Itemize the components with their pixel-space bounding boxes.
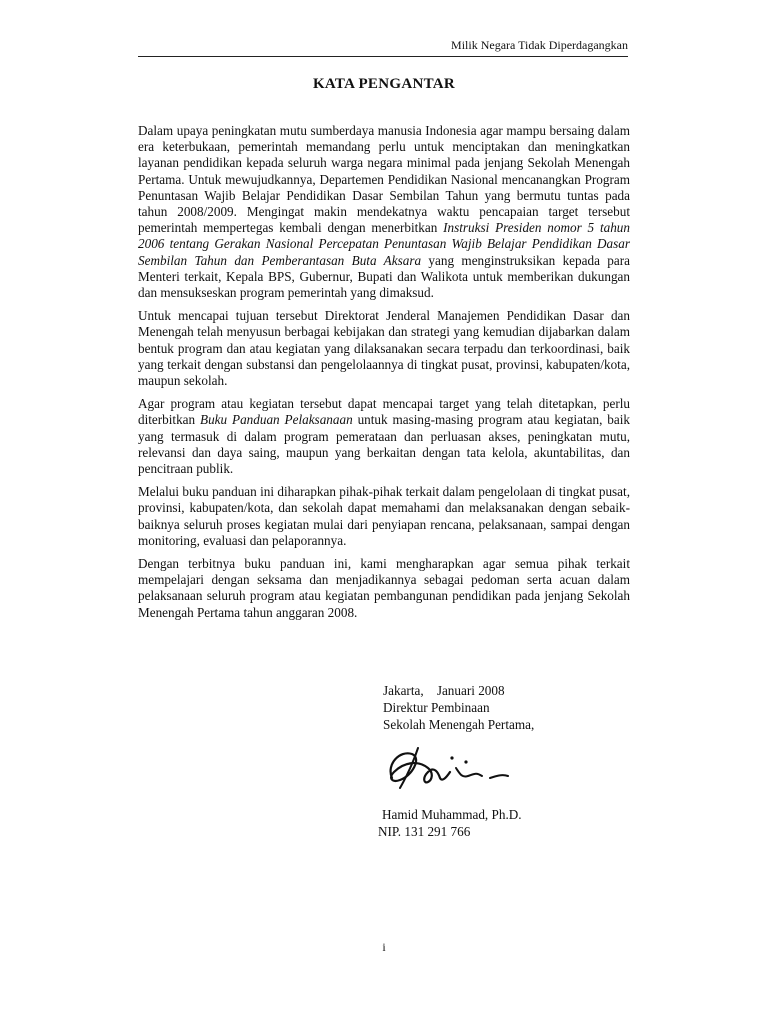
paragraph-3: [138, 396, 630, 477]
signatory-nip: NIP. 131 291 766: [378, 824, 471, 839]
paragraph-5: Dengan terbitnya buku panduan ini, kami mengharapkan agar semua pihak terkait mempelajari dengan seksama dan menjadikannya sebagai pedoman serta acuan dalam pelaksanaan seluruh program atau kegiatan pembangunan pendidikan pada jenjang Sekolah Menengah Pertama tahun anggaran 2008.: [138, 556, 630, 620]
page-title: KATA PENGANTAR: [312, 76, 456, 92]
paragraph-1: [138, 123, 630, 301]
signatory-name: Hamid Muhammad, Ph.D.: [382, 807, 522, 822]
running-header: Milik Negara Tidak Diperdagangkan: [138, 38, 628, 57]
paragraph-3-italic: Buku Panduan Pelaksanaan: [200, 412, 353, 428]
paragraph-1-italic: Instruksi Presiden nomor 5 tahun 2006 tentang Gerakan Nasional Percepatan Penuntasan Wajib Belajar Pendidikan Dasar Sembilan Tahun dan Pemberantasan Buta Aksara: [138, 220, 630, 268]
place-date: Jakarta, Januari 2008: [383, 683, 505, 698]
paragraph-1-text-a: Dalam upaya peningkatan mutu sumberdaya manusia Indonesia agar mampu bersaing dalam era keterbukaan, pemerintah memandang perlu untuk menciptakan dan meningkatkan layanan pendidikan kepada seluruh warga negara minimal pada jenjang Sekolah Menengah Pertama. Untuk mewujudkannya, Departemen Pendidikan Nasional mencanangkan Program Penuntasan Wajib Belajar Pendidikan Dasar Sembilan Tahun yang bermutu tuntas pada tahun 2008/2009. Mengingat makin mendekatnya waktu pencapaian target tersebut pemerintah mempertegas kembali dengan menerbitkan: [138, 123, 630, 236]
paragraph-3-text-b: untuk masing-masing program atau kegiatan, baik yang termasuk di dalam program pemerataan dan perluasan akses, peningkatan mutu, relevansi dan daya saing, maupun yang berkaitan dengan tata kelola, akuntabilitas, dan pencitraan publik.: [138, 412, 630, 477]
position-line-2: Sekolah Menengah Pertama,: [383, 717, 535, 732]
page-number: i: [382, 940, 386, 954]
position-line-1: Direktur Pembinaan: [383, 700, 490, 715]
paragraph-4: Melalui buku panduan ini diharapkan pihak-pihak terkait dalam pengelolaan di tingkat pusat, provinsi, kabupaten/kota, dan sekolah dapat memahami dan melaksanakan dengan sebaik-baiknya seluruh proses kegiatan mulai dari penyiapan rencana, pelaksanaan, sampai dengan monitoring, evaluasi dan pelaporannya.: [138, 484, 630, 548]
paragraph-3-text-a: Agar program atau kegiatan tersebut dapat mencapai target yang telah ditetapkan, perlu diterbitkan: [138, 396, 630, 428]
closing-block: [383, 682, 633, 733]
handwritten-signature: [378, 738, 538, 798]
paragraph-1-text-b: yang menginstruksikan kepada para Menteri terkait, Kepala BPS, Gubernur, Bupati dan Walikota untuk memberikan dukungan dan mensukseskan program pemerintah yang dimaksud.: [138, 252, 630, 301]
paragraph-2: Untuk mencapai tujuan tersebut Direktorat Jenderal Manajemen Pendidikan Dasar dan Menengah telah menyusun berbagai kebijakan dan strategi yang kemudian dijabarkan dalam bentuk program dan atau kegiatan yang dilaksanakan secara terpadu dan terkoordinasi, baik yang terkait dengan substansi dan pengelolaannya di tingkat pusat, provinsi, kabupaten/kota, maupun sekolah.: [138, 308, 630, 389]
body-text: [138, 123, 630, 628]
